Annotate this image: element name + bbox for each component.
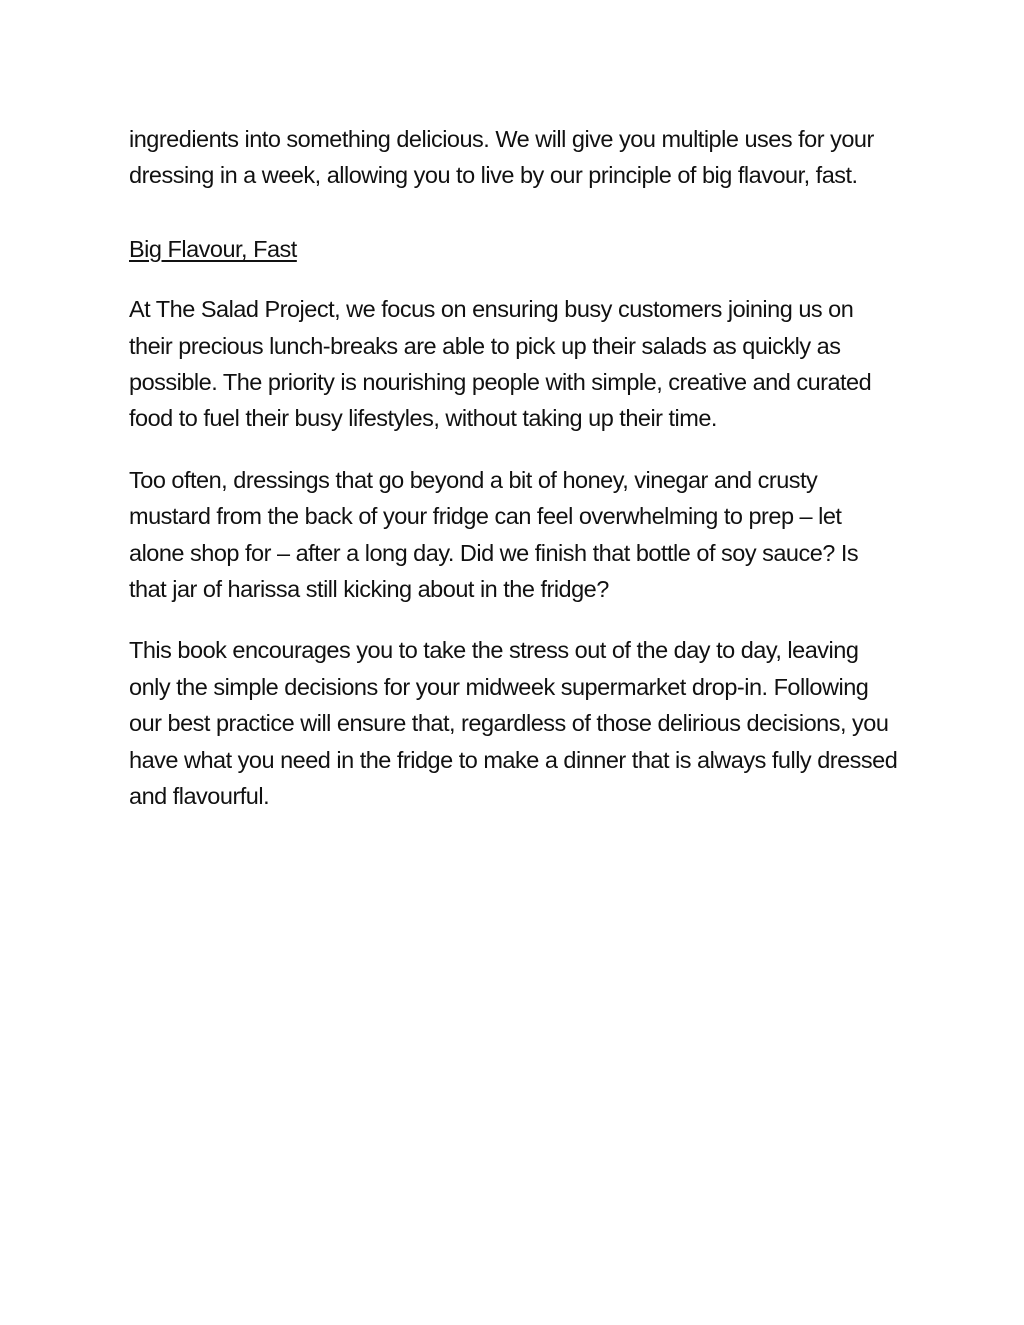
document-page: [129, 121, 899, 815]
intro-paragraph: ingredients into something delicious. We will give you multiple uses for your dressing in a week, allowing you to live by our principle of big flavour, fast.: [129, 126, 874, 189]
section-heading-wrapper: [129, 194, 899, 291]
section-heading: Big Flavour, Fast: [129, 235, 297, 262]
body-paragraph: This book encourages you to take the stress out of the day to day, leaving only the simple decisions for your midweek supermarket drop-in. Following our best practice will ensure that, regardless of those delirious decisions, you have what you need in the fridge to make a dinner that is always fully dressed and flavourful.: [129, 637, 898, 810]
body-paragraph: At The Salad Project, we focus on ensuring busy customers joining us on their precious lunch-breaks are able to pick up their salads as quickly as possible. The priority is nourishing people with simple, creative and curated food to fuel their busy lifestyles, without taking up their time.: [129, 296, 872, 432]
body-paragraph: Too often, dressings that go beyond a bit of honey, vinegar and crusty mustard from the back of your fridge can feel overwhelming to prep – let alone shop for – after a long day. Did we finish that bottle of soy sauce? Is that jar of harissa still kicking about in the fridge?: [129, 466, 859, 603]
